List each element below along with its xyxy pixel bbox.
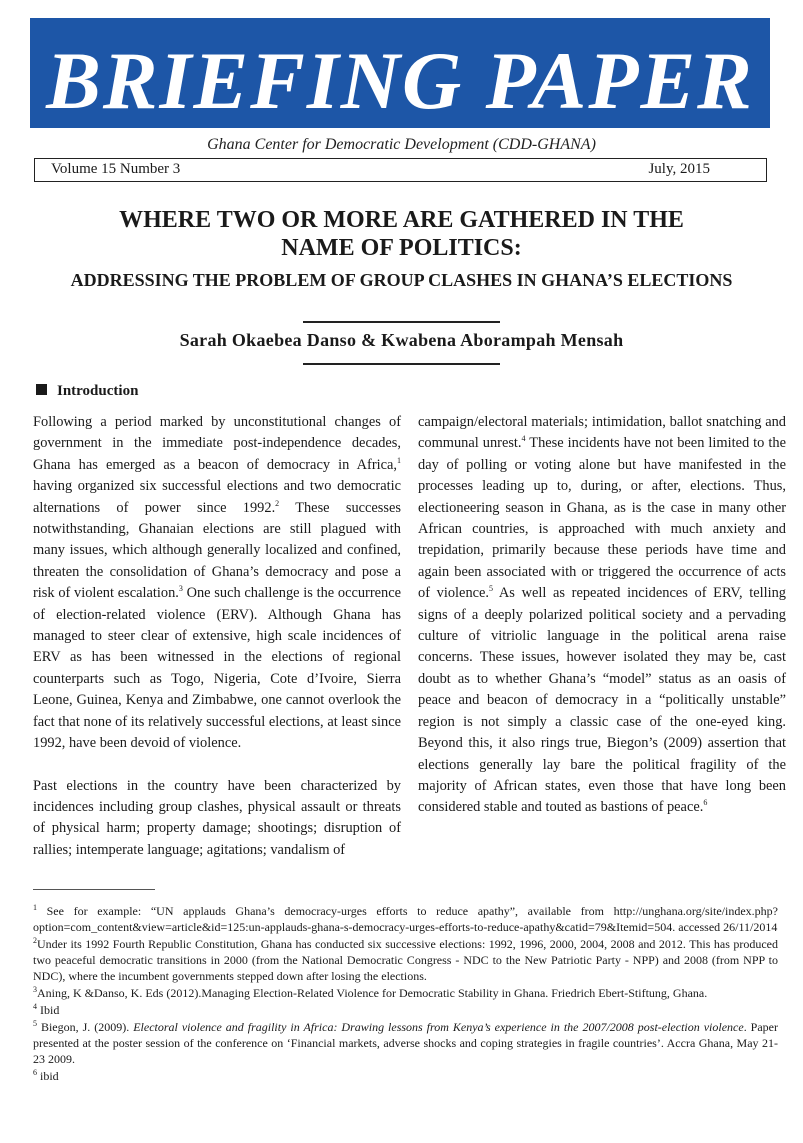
article-title — [0, 206, 803, 262]
banner-title: BRIEFING PAPER — [46, 35, 754, 126]
section-heading — [36, 383, 138, 400]
footnote-ref-2: 2 — [275, 498, 280, 508]
section-heading-text: Introduction — [57, 383, 139, 399]
footnote-ref-3: 3 — [178, 584, 183, 594]
authors-bottom-rule — [303, 363, 500, 365]
left-column — [33, 412, 401, 861]
footnote-ref-6: 6 — [703, 798, 708, 808]
issue-date: July, 2015 — [648, 161, 710, 177]
bullet-square-icon — [36, 384, 47, 395]
footnotes — [33, 903, 778, 1085]
footnote-5: $^5$ Biegon, J. (2009). Electoral violence and fragility in Africa: Drawing lessons from Kenya’s experience in the 2007/2008 post-election violence. Paper presented at the poster session of the conference on ‘Financial markets, adverse shocks and coping strategies in fragile countries’. Accra Ghana, May 21-23 2009. — [33, 1019, 778, 1066]
title-line-1: WHERE TWO OR MORE ARE GATHERED IN THE — [119, 207, 684, 233]
article-subtitle: ADDRESSING THE PROBLEM OF GROUP CLASHES IN GHANA’S ELECTIONS — [70, 270, 733, 290]
authors-top-rule — [303, 321, 500, 323]
paragraph-1: Following a period marked by unconstitutional changes of government in the immediate post-independence decades, Ghana has emerged as a beacon of democracy in Africa,$^1$ having organized six successful elections and two democratic alternations of power since 1992.$^2$ These successes notwithstanding, Ghanaian elections are still plagued with many issues, which although generally localized and confined, threaten the consolidation of Ghana’s democracy and pose a risk of violent escalation.$^3$ One such challenge is the occurrence of election-related violence (ERV). Although Ghana has managed to steer clear of extensive, high scale incidences of ERV as has been witnessed in the elections of regional counterparts such as Togo, Nigeria, Cote d’Ivoire, Sierra Leone, Guinea, Kenya and Zimbabwe, one cannot overlook the fact that none of its relatively successful elections, at least since 1992, have been devoid of violence. — [33, 414, 401, 752]
paragraph-3: campaign/electoral materials; intimidation, ballot snatching and communal unrest.$^4$ These incidents have not been limited to the day of polling or voting alone but have manifested in the processes leading up to, during, or after, elections. Thus, electioneering season in Ghana, as is the case in many other African countries, is approached with much anxiety and trepidation, primarily because these periods have time and again been associated with or triggered the occurrence of acts of violence.$^5$ As well as repeated incidences of ERV, telling signs of a deeply polarized political society and a pervading culture of vitriolic language in the political arena raise concerns. These issues, however isolated they may be, cast doubt as to whether Ghana’s “model” status as an oasis of peace and beacon of democracy in a “politically unstable” region is not simply a classic case of the one-eyed king. Beyond this, it also rings true, Biegon’s (2009) assertion that elections generally lay bare the political fragility of the majority of African states, even those that have long been considered stable and touted as bastions of peace.$^6$ — [418, 414, 786, 816]
right-column — [418, 412, 786, 819]
footnote-4: $^4$ Ibid — [33, 1002, 60, 1017]
footnote-divider — [33, 889, 155, 890]
footnote-ref-1: 1 — [397, 456, 401, 466]
briefing-paper-banner — [30, 18, 770, 128]
title-line-2: NAME OF POLITICS: — [281, 235, 522, 261]
footnote-1: $^1$ See for example: “UN applauds Ghana’s democracy-urges efforts to reduce apathy”, available from http://unghana.org/site/index.php?option=com_content&view=article&id=125:un-applauds-ghana-s-democracy-urges-efforts-to-reduce-apathy&catid=79&Itemid=504. accessed 26/11/2014 — [33, 903, 778, 934]
footnote-3: $^3$Aning, K &Danso, K. Eds (2012).Managing Election-Related Violence for Democratic Stability in Ghana. Friedrich Ebert-Stiftung, Ghana. — [33, 985, 708, 1000]
footnote-ref-4: 4 — [521, 434, 526, 444]
volume-bar — [34, 158, 767, 182]
footnote-6: $^6$ ibid — [33, 1068, 59, 1083]
footnote-2: $^2$Under its 1992 Fourth Republic Constitution, Ghana has conducted six successive elections: 1992, 1996, 2000, 2004, 2008 and 2012. This has produced two peaceful democratic transitions in 2000 (from the National Democratic Congress - NDC to the New Patriotic Party - NPP) and 2008 (from NPP to NDC), where the incumbent governments stepped down after losing the elections. — [33, 936, 778, 983]
paragraph-2: Past elections in the country have been characterized by incidences including group clashes, physical assault or threats of physical harm; property damage; shootings; disruption of rallies; intemperate language; agitations; vandalism of — [33, 777, 401, 858]
organization-name: Ghana Center for Democratic Development (CDD-GHANA) — [207, 136, 596, 153]
footnote-ref-5: 5 — [489, 584, 494, 594]
authors: Sarah Okaebea Danso & Kwabena Aborampah Mensah — [179, 330, 624, 350]
volume-number: Volume 15 Number 3 — [51, 161, 181, 177]
